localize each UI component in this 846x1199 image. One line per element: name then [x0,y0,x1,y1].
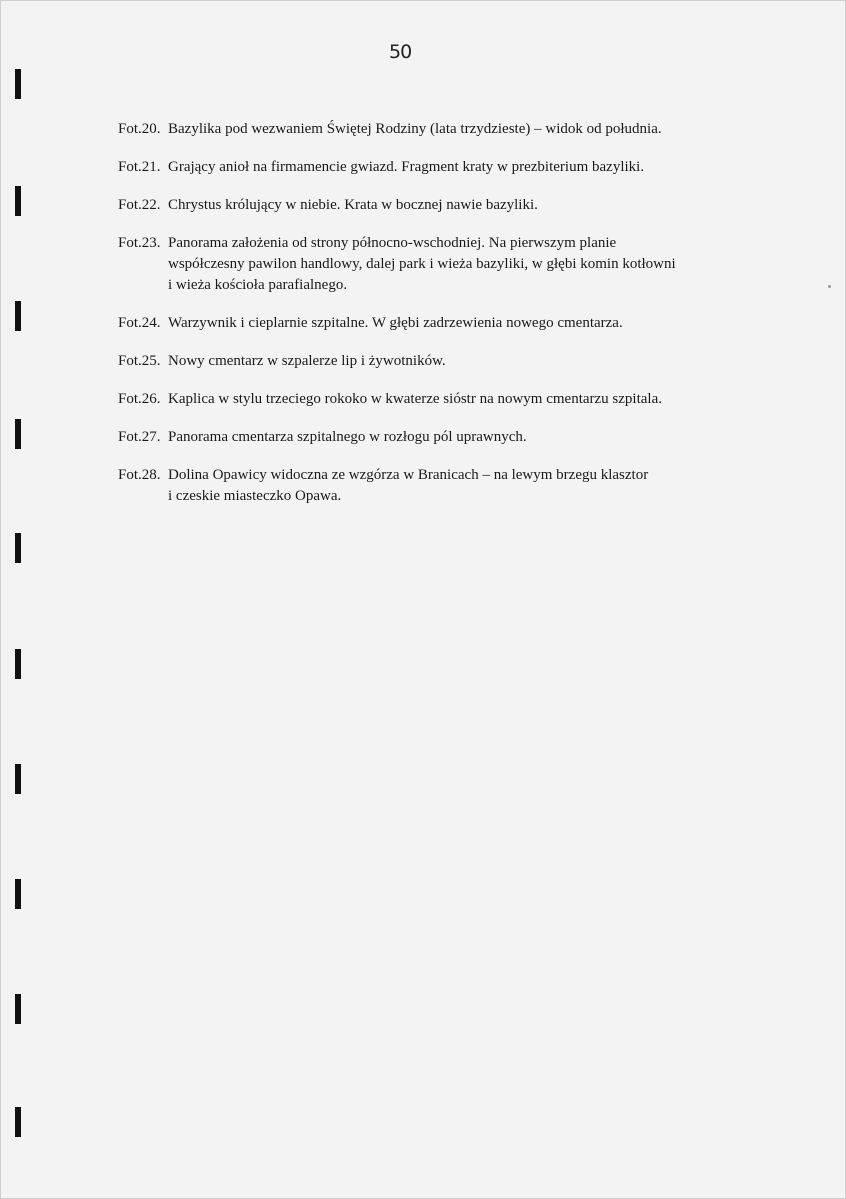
binder-punch-mark [15,1107,21,1137]
photo-caption [118,157,738,178]
caption-label: Fot.27. [118,429,161,445]
photo-caption [118,313,738,334]
photo-caption [118,465,738,507]
caption-text: Panorama założenia od strony północno-wschodniej. Na pierwszym planie współczesny pawilon handlowy, dalej park i wieża bazyliki, w głębi komin kotłowni i wieża kościoła parafialnego. [168,235,676,293]
binder-punch-mark [15,69,21,99]
binder-punch-mark [15,994,21,1024]
caption-label: Fot.21. [118,159,161,175]
binder-punch-mark [15,879,21,909]
caption-text: Dolina Opawicy widoczna ze wzgórza w Branicach – na lewym brzegu klasztor i czeskie miasteczko Opawa. [168,467,649,504]
caption-text: Warzywnik i cieplarnie szpitalne. W głębi zadrzewienia nowego cmentarza. [168,315,623,331]
binder-punch-mark [15,533,21,563]
caption-label: Fot.22. [118,197,161,213]
binder-punch-mark [15,301,21,331]
caption-text: Panorama cmentarza szpitalnego w rozłogu pól uprawnych. [168,429,527,445]
caption-text: Kaplica w stylu trzeciego rokoko w kwaterze sióstr na nowym cmentarzu szpitala. [168,391,662,407]
photo-caption [118,195,738,216]
binder-punch-mark [15,649,21,679]
page-number: 50 [389,41,412,63]
binder-punch-mark [15,186,21,216]
binder-punch-mark [15,764,21,794]
photo-caption [118,351,738,372]
photo-caption [118,427,738,448]
caption-label: Fot.26. [118,391,161,407]
caption-label: Fot.24. [118,315,161,331]
caption-label: Fot.28. [118,467,161,483]
caption-label: Fot.20. [118,121,161,137]
scan-speck [828,285,831,288]
photo-caption-list [118,119,738,524]
caption-text: Bazylika pod wezwaniem Świętej Rodziny (lata trzydzieste) – widok od południa. [168,121,662,137]
photo-caption [118,233,738,296]
caption-label: Fot.23. [118,235,161,251]
caption-text: Nowy cmentarz w szpalerze lip i żywotników. [168,353,446,369]
caption-text: Chrystus królujący w niebie. Krata w bocznej nawie bazyliki. [168,197,538,213]
photo-caption [118,119,738,140]
caption-label: Fot.25. [118,353,161,369]
caption-text: Grający anioł na firmamencie gwiazd. Fragment kraty w prezbiterium bazyliki. [168,159,645,175]
photo-caption [118,389,738,410]
binder-punch-mark [15,419,21,449]
